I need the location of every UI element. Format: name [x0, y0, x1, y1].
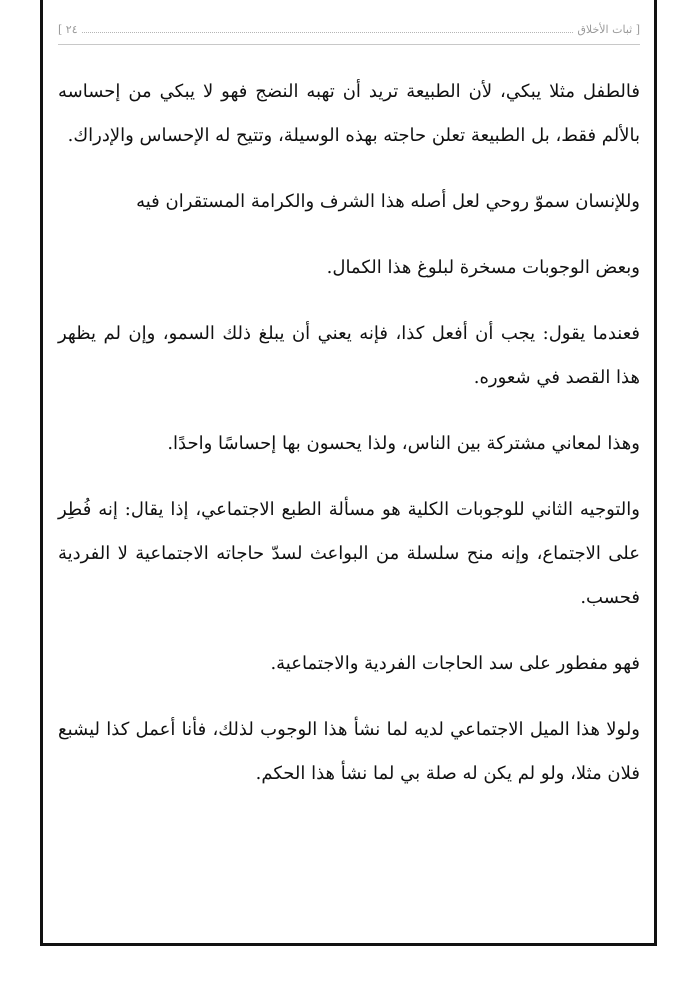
- paragraph: وللإنسان سموّ روحي لعل أصله هذا الشرف والكرامة المستقران فيه: [136, 191, 640, 212]
- paragraph: وبعض الوجوبات مسخرة لبلوغ هذا الكمال.: [326, 257, 640, 278]
- paragraph: ولولا هذا الميل الاجتماعي لديه لما نشأ هذا الوجوب لذلك، فأنا أعمل كذا ليشبع فلان مثلا، ولو لم يكن له صلة بي لما نشأ هذا الحكم.: [58, 719, 640, 784]
- header-book-title: [ ثبات الأخلاق: [577, 22, 640, 36]
- running-header: [58, 18, 640, 40]
- paragraph: فعندما يقول: يجب أن أفعل كذا، فإنه يعني أن يبلغ ذلك السمو، وإن لم يظهر هذا القصد في شعوره.: [58, 323, 640, 388]
- paragraph: وهذا لمعاني مشتركة بين الناس، ولذا يحسون بها إحساسًا واحدًا.: [167, 433, 640, 454]
- page-body: [58, 70, 640, 818]
- header-rule: [58, 44, 640, 45]
- header-dot-leader: [82, 31, 574, 33]
- header-page-number: ٢٤ ]: [58, 22, 78, 36]
- paragraph: فهو مفطور على سد الحاجات الفردية والاجتماعية.: [270, 653, 640, 674]
- paragraph: والتوجيه الثاني للوجوبات الكلية هو مسألة الطبع الاجتماعي، إذا يقال: إنه فُطِر على الاجتماع، وإنه منح سلسلة من البواعث لسدّ حاجاته الاجتماعية لا الفردية فحسب.: [58, 499, 640, 608]
- paragraph: فالطفل مثلا يبكي، لأن الطبيعة تريد أن تهبه النضج فهو لا يبكي من إحساسه بالألم فقط، بل الطبيعة تعلن حاجته بهذه الوسيلة، وتتيح له الإحساس والإدراك.: [58, 81, 640, 146]
